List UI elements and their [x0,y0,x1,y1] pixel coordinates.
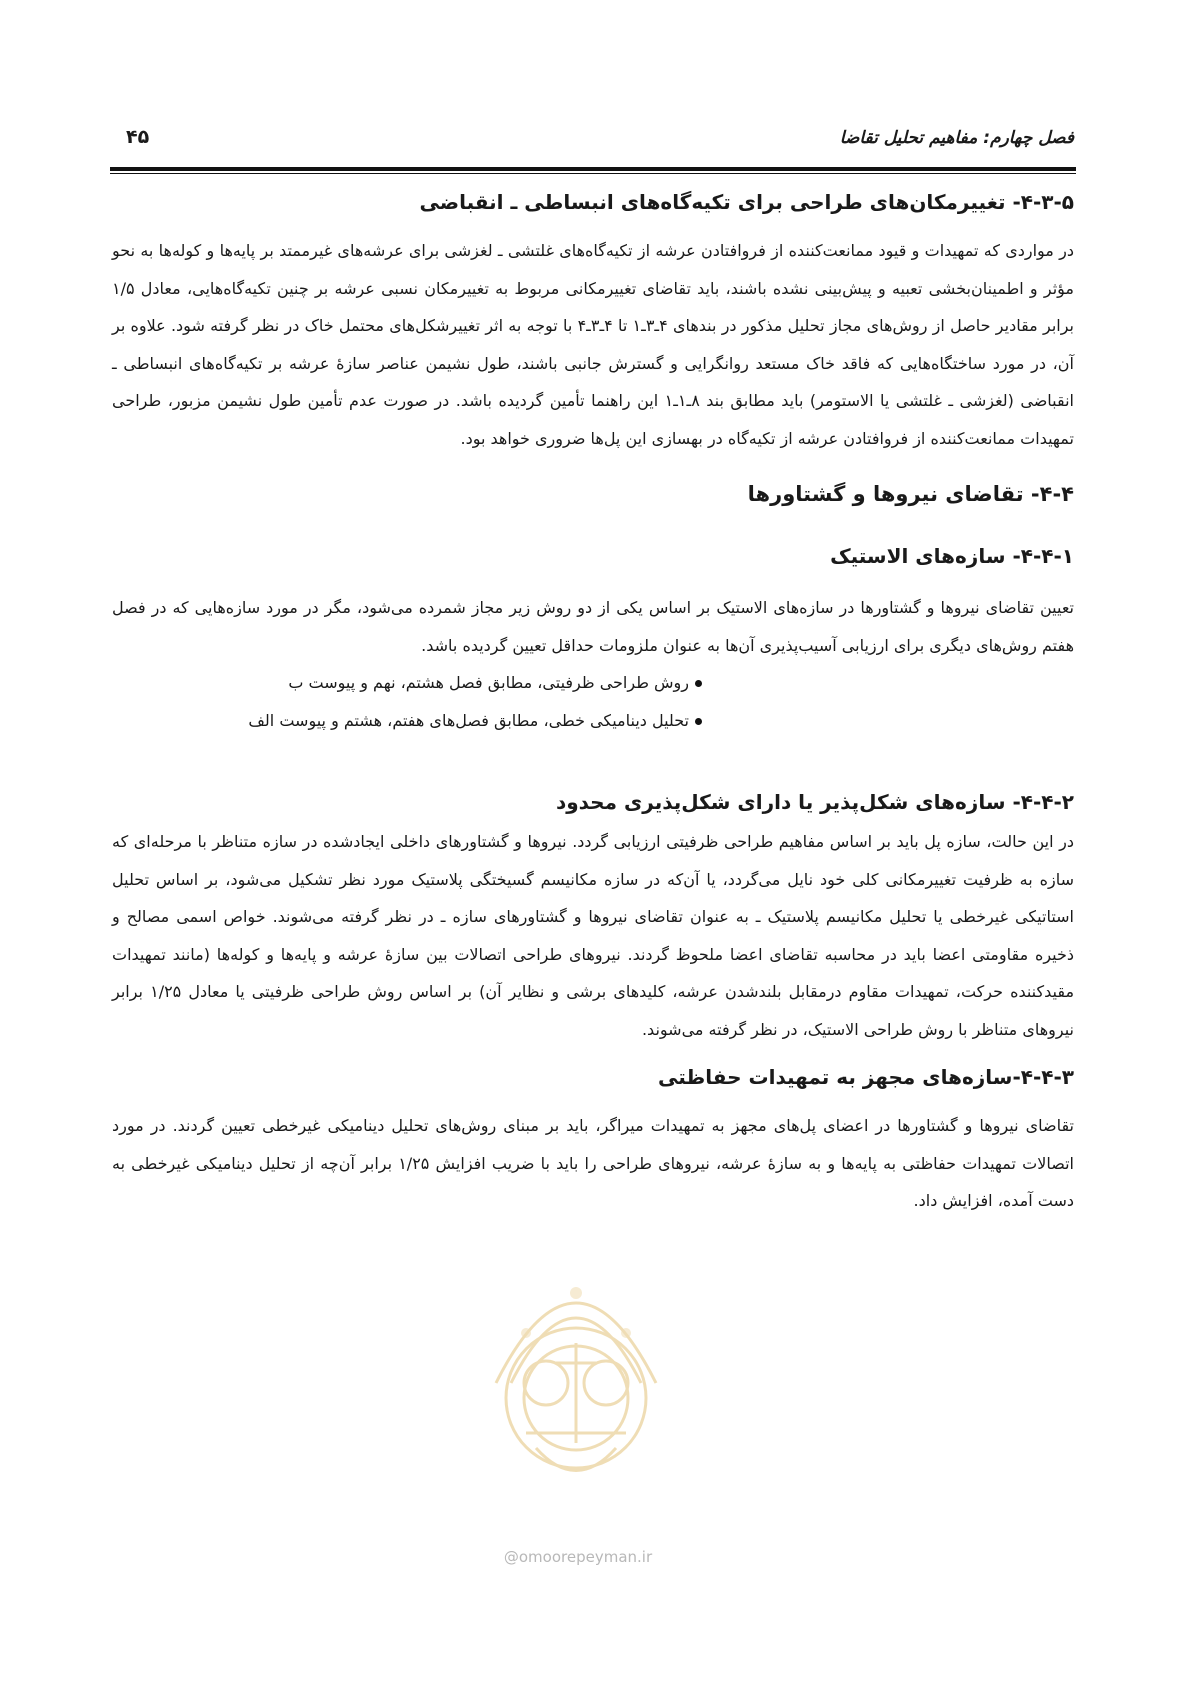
section-paragraph-4-4-3: تقاضای نیروها و گشتاورها در اعضای پل‌های مجهز به تمهیدات میراگر، باید بر مبنای روش‌های تحلیل دینامیکی غیرخطی تعیین گردند. در مورد اتصالات تمهیدات حفاظتی به پایه‌ها و به سازهٔ عرشه، نیروهای طراحی را باید با ضریب افزایش ۱/۲۵ برابر آن‌چه از تحلیل دینامیکی غیرخطی به دست آمده، افزایش داد. [112,1116,1074,1210]
section-paragraph-4-4-1: تعیین تقاضای نیروها و گشتاورها در سازه‌های الاستیک بر اساس یکی از دو روش زیر مجاز شمرده می‌شود، مگر در مورد سازه‌هایی که در فصل هفتم روش‌های دیگری برای ارزیابی آسیب‌پذیری آن‌ها به عنوان ملزومات حداقل تعیین گردیده باشد. [112,598,1074,655]
chapter-title: فصل چهارم: مفاهیم تحلیل تقاضا [839,128,1074,148]
page-header [112,128,1074,154]
list-item-text: تحلیل دینامیکی خطی، مطابق فصل‌های هفتم، هشتم و پیوست الف [248,711,689,730]
list-item [112,702,1074,740]
section-heading-4-4-2: ۴-۴-۲- سازه‌های شکل‌پذیر یا دارای شکل‌پذیری محدود [555,790,1074,814]
header-rule-thick [110,167,1076,171]
section-heading-4-3-5: ۴-۳-۵- تغییرمکان‌های طراحی برای تکیه‌گاه‌های انبساطی ـ انقباضی [419,190,1074,214]
list-item-text: روش طراحی ظرفیتی، مطابق فصل هشتم، نهم و پیوست ب [288,673,689,692]
page-number: ۴۵ [126,126,150,148]
list-item [112,664,1074,702]
bullet-list [112,664,1074,740]
section-paragraph-4-4-2: در این حالت، سازه پل باید بر اساس مفاهیم طراحی ظرفیتی ارزیابی گردد. نیروها و گشتاورهای داخلی ایجادشده در سازه متناظر با مرحله‌ای که سازه به ظرفیت تغییرمکانی کلی خود نایل می‌گردد، یا آن‌که در سازه مکانیسم گسیختگی پلاستیک مورد نظر تشکیل می‌شود، بر اساس تحلیل استاتیکی غیرخطی یا تحلیل مکانیسم پلاستیک ـ به عنوان تقاضای نیروها و گشتاورهای سازه ـ در نظر گرفته می‌شوند. خواص اسمی مصالح و ذخیره مقاومتی اعضا باید در محاسبه تقاضای اعضا ملحوظ گردند. نیروهای طراحی اتصالات بین سازهٔ عرشه و پایه‌ها و کوله‌ها (مانند تمهیدات مقیدکننده حرکت، تمهیدات مقاوم درمقابل بلندشدن عرشه، کلیدهای برشی و نظایر آن) بر اساس روش طراحی ظرفیتی یا معادل ۱/۲۵ برابر نیروهای متناظر با روش طراحی الاستیک، در نظر گرفته می‌شوند. [112,832,1075,1039]
section-paragraph-4-3-5: در مواردی که تمهیدات و قیود ممانعت‌کننده از فروافتادن عرشه از تکیه‌گاه‌های غلتشی ـ لغزشی برای عرشه‌های غیرممتد بر پایه‌ها و کوله‌ها به نحو مؤثر و اطمینان‌بخشی تعبیه و پیش‌بینی نشده باشند، باید تقاضای تغییرمکانی مربوط به تغییرمکان نسبی عرشه بر چنین تکیه‌گاه‌هایی، معادل ۱/۵ برابر مقادیر حاصل از روش‌های مجاز تحلیل مذکور در بندهای ۴ـ۳ـ۱ تا ۴ـ۳ـ۴ با توجه به اثر تغییرشکل‌های محتمل خاک در نظر گرفته شود. علاوه بر آن، در مورد ساختگاه‌هایی که فاقد خاک مستعد روانگرایی و گسترش جانبی باشند، طول نشیمن عناصر سازهٔ عرشه بر تکیه‌گاه‌های انبساطی ـ انقباضی (لغزشی ـ غلتشی یا الاستومر) باید مطابق بند ۸ـ۱ـ۱ این راهنما تأمین گردیده باشد. در صورت عدم تأمین طول نشیمن مزبور، طراحی تمهیدات ممانعت‌کننده از فروافتادن عرشه از تکیه‌گاه در بهسازی این پل‌ها ضروری خواهد بود. [112,241,1075,448]
section-heading-4-4-1: ۴-۴-۱- سازه‌های الاستیک [830,544,1074,568]
page-content [112,190,1074,1220]
header-rule-thin [110,173,1076,174]
section-heading-4-4-3: ۴-۴-۳-سازه‌های مجهز به تمهیدات حفاظتی [657,1065,1074,1089]
bullet-icon [695,680,702,687]
bullet-icon [695,718,702,725]
section-heading-4-4: ۴-۴- تقاضای نیروها و گشتاورها [747,482,1074,506]
watermark-seal-icon [466,1233,686,1513]
watermark-url: @omoorepeyman.ir [503,1548,653,1566]
